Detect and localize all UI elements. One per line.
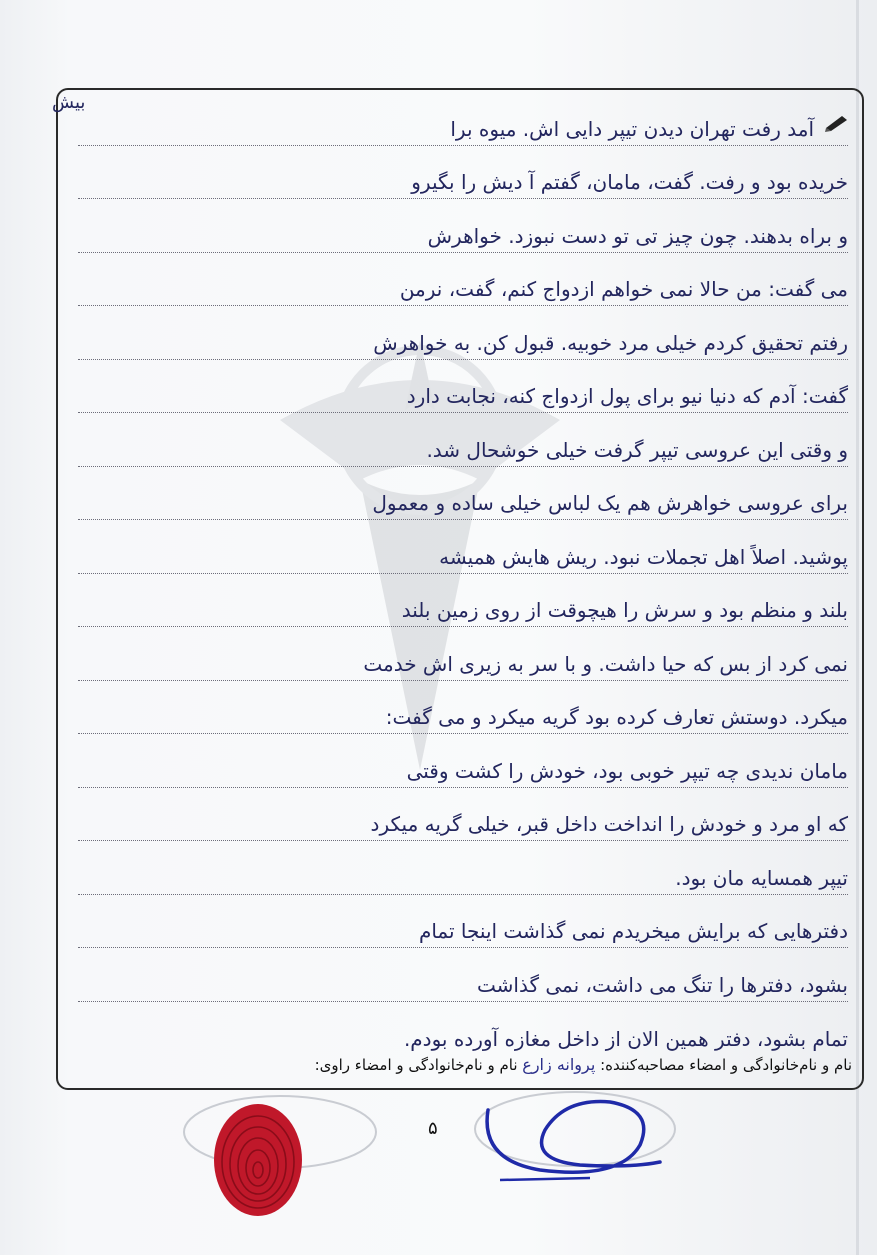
text-line: تمام بشود، دفتر همین الان از داخل مغازه آورده بودم. bbox=[403, 1027, 848, 1051]
text-line: که او مرد و خودش را انداخت داخل قبر، خیلی گریه میکرد bbox=[78, 788, 848, 842]
text-line: مامان ندیدی چه تیپر خوبی بود، خودش را کشت وقتی bbox=[78, 734, 848, 788]
text-line: برای عروسی خواهرش هم یک لباس خیلی ساده و معمول bbox=[78, 467, 848, 521]
handwritten-text-block bbox=[78, 92, 848, 1055]
text-line: بلند و منظم بود و سرش را هیچوقت از روی زمین بلند bbox=[78, 574, 848, 628]
text-line: نمی کرد از بس که حیا داشت. و با سر به زیری اش خدمت bbox=[78, 627, 848, 681]
text-line: رفتم تحقیق کردم خیلی مرد خوبیه. قبول کن. به خواهرش bbox=[78, 306, 848, 360]
signature-labels bbox=[72, 1055, 852, 1074]
interviewer-name: پروانه زارع bbox=[522, 1055, 596, 1074]
text-line: دفترهایی که برایش میخریدم نمی گذاشت اینجا تمام bbox=[78, 895, 848, 949]
text-line: میکرد. دوستش تعارف کرده بود گریه میکرد و می گفت: bbox=[78, 681, 848, 735]
text-line: گفت: آدم که دنیا نیو برای پول ازدواج کنه، نجابت دارد bbox=[78, 360, 848, 414]
fingerprint-icon bbox=[208, 1100, 308, 1220]
narrator-label: نام و نام‌خانوادگی و امضاء راوی: bbox=[314, 1056, 518, 1074]
text-line: می گفت: من حالا نمی خواهم ازدواج کنم، گفت، نرمن bbox=[78, 253, 848, 307]
text-line: آمد رفت تهران دیدن تیپر دایی اش. میوه برا bbox=[78, 92, 848, 146]
text-line: خریده بود و رفت. گفت، مامان، گفتم آ دیش را بگیرو bbox=[78, 146, 848, 200]
text-line: تیپر همسایه مان بود. bbox=[78, 841, 848, 895]
signature-icon bbox=[470, 1090, 670, 1185]
text-line: بشود، دفترها را تنگ می داشت، نمی گذاشت bbox=[78, 948, 848, 1002]
margin-note: بیش bbox=[52, 92, 86, 113]
page-number: ۵ bbox=[428, 1118, 438, 1139]
text-line: و براه بدهند. چون چیز تی تو دست نبوزد. خواهرش bbox=[78, 199, 848, 253]
interviewer-label: نام و نام‌خانوادگی و امضاء مصاحبه‌کننده: bbox=[600, 1056, 852, 1074]
text-line: و وقتی این عروسی تیپر گرفت خیلی خوشحال شد. bbox=[78, 413, 848, 467]
text-line: پوشید. اصلاً اهل تجملات نبود. ریش هایش همیشه bbox=[78, 520, 848, 574]
